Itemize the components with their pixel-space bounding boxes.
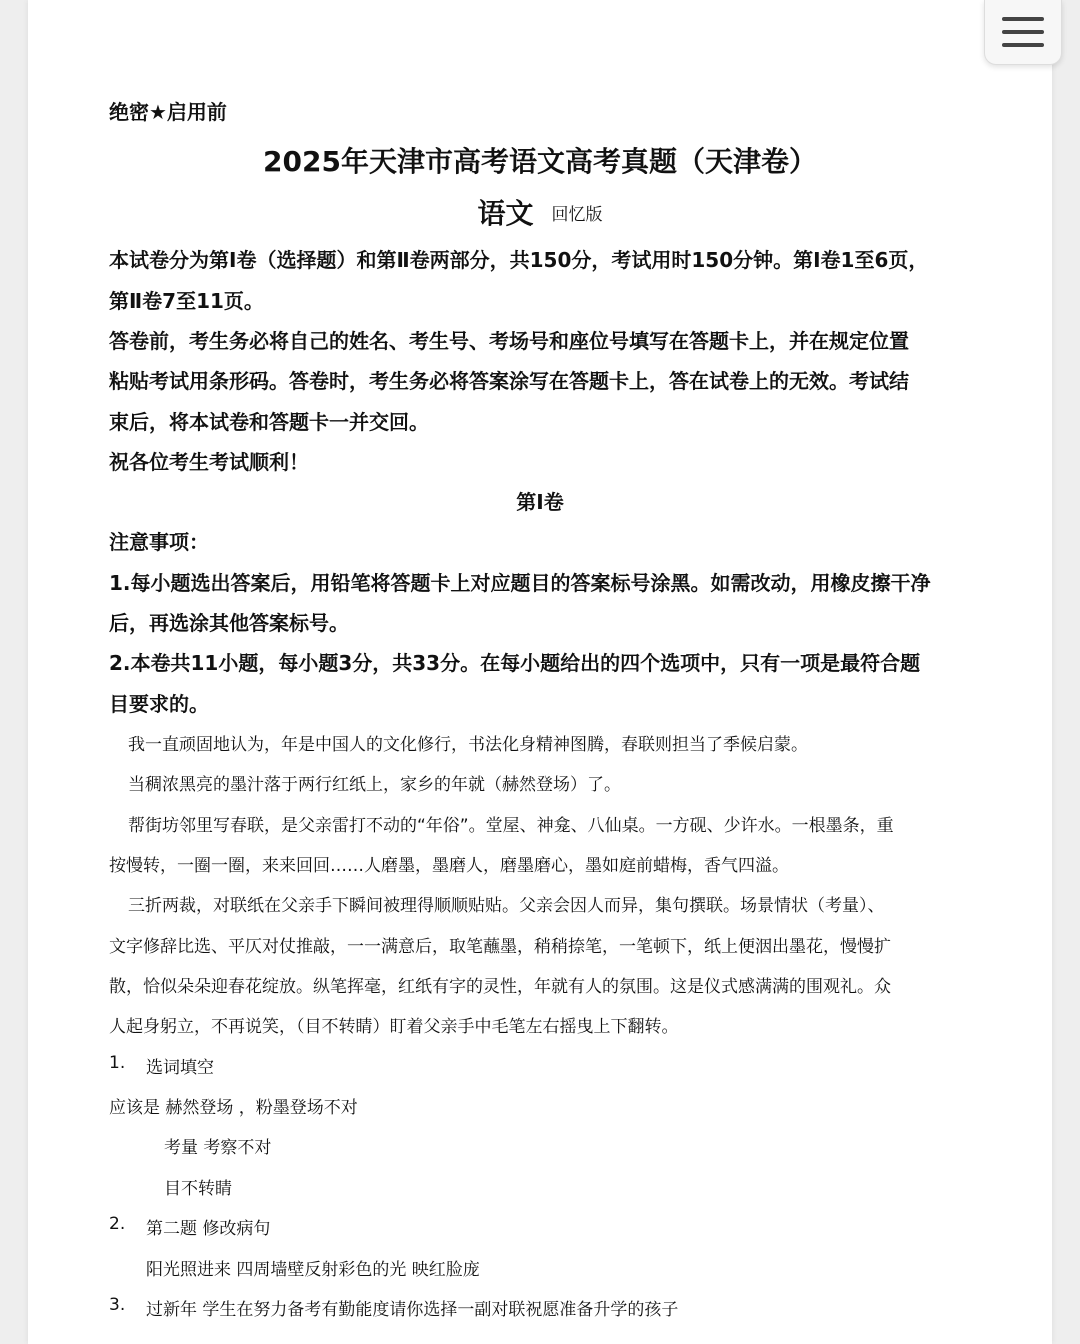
passage-line: 人起身躬立，不再说笑，（目不转睛）盯着父亲手中毛笔左右摇曳上下翻转。 (109, 1017, 679, 1037)
note-line: 后，再选涂其他答案标号。 (109, 611, 349, 635)
intro-line: 第Ⅱ卷7至11页。 (109, 289, 264, 313)
intro-line: 祝各位考生考试顺利！ (109, 450, 309, 474)
answer-line: 阳光照进来 四周墙壁反射彩色的光 映红脸庞 (146, 1260, 480, 1280)
note-line: 目要求的。 (109, 692, 209, 716)
secret-label: 绝密★启用前 (109, 100, 227, 124)
passage-line: 散，恰似朵朵迎春花绽放。纵笔挥毫，红纸有字的灵性，年就有人的氛围。这是仪式感满满的围观礼。众 (109, 977, 891, 997)
question-number: 1. (109, 1053, 126, 1073)
answer-line: 应该是 赫然登场 ，粉墨登场不对 (109, 1098, 358, 1118)
subject-name: 语文 (477, 197, 534, 230)
passage-line: 文字修辞比选、平仄对仗推敲，一一满意后，取笔蘸墨，稍稍捺笔，一笔顿下，纸上便洇出墨花，慢慢扩 (109, 937, 891, 957)
intro-line: 本试卷分为第Ⅰ卷（选择题）和第Ⅱ卷两部分，共150分，考试用时150分钟。第Ⅰ卷1至6页， (109, 248, 929, 272)
passage-paragraph: 我一直顽固地认为，年是中国人的文化修行，书法化身精神图腾，春联则担当了季候启蒙。 (128, 735, 808, 755)
answer-line: 目不转睛 (164, 1179, 232, 1199)
question-title: 选词填空 (146, 1058, 214, 1078)
menu-icon-bar-top (1002, 17, 1044, 21)
intro-line: 粘贴考试用条形码。答卷时，考生务必将答案涂写在答题卡上，答在试卷上的无效。考试结 (109, 369, 909, 393)
passage-paragraph: 三折两裁，对联纸在父亲手下瞬间被理得顺顺贴贴。父亲会因人而异，集句撰联。场景情状（考量）、 (128, 896, 885, 916)
passage-line: 按慢转，一圈一圈，来来回回……人磨墨，墨磨人，磨墨磨心，墨如庭前蜡梅，香气四溢。 (109, 856, 789, 876)
menu-button[interactable] (984, 0, 1062, 65)
notes-label: 注意事项： (109, 530, 209, 554)
menu-icon-bar-bottom (1002, 43, 1044, 47)
passage-paragraph: 当稠浓黑亮的墨汁落于两行红纸上，家乡的年就（赫然登场）了。 (128, 775, 621, 795)
document-title: 2025年天津市高考语文高考真题（天津卷） (263, 145, 817, 178)
subject-heading (0, 192, 1080, 232)
menu-icon-bar-middle (1002, 30, 1044, 34)
answer-line: 考量 考察不对 (164, 1138, 272, 1158)
passage-paragraph: 帮街坊邻里写春联，是父亲雷打不动的“年俗”。堂屋、神龛、八仙桌。一方砚、少许水。一根墨条，重 (128, 816, 894, 836)
question-title: 第二题 修改病句 (146, 1219, 271, 1239)
question-number: 3. (109, 1295, 126, 1315)
question-title: 过新年 学生在努力备考有勤能度请你选择一副对联祝愿准备升学的孩子 (146, 1300, 679, 1320)
intro-line: 束后，将本试卷和答题卡一并交回。 (109, 410, 429, 434)
note-line: 1.每小题选出答案后，用铅笔将答题卡上对应题目的答案标号涂黑。如需改动，用橡皮擦干净 (109, 571, 931, 595)
note-line: 2.本卷共11小题，每小题3分，共33分。在每小题给出的四个选项中，只有一项是最符合题 (109, 651, 921, 675)
intro-line: 答卷前，考生务必将自己的姓名、考生号、考场号和座位号填写在答题卡上，并在规定位置 (109, 329, 909, 353)
section-title: 第Ⅰ卷 (516, 490, 564, 514)
question-number: 2. (109, 1214, 126, 1234)
version-label: 回忆版 (551, 205, 603, 225)
